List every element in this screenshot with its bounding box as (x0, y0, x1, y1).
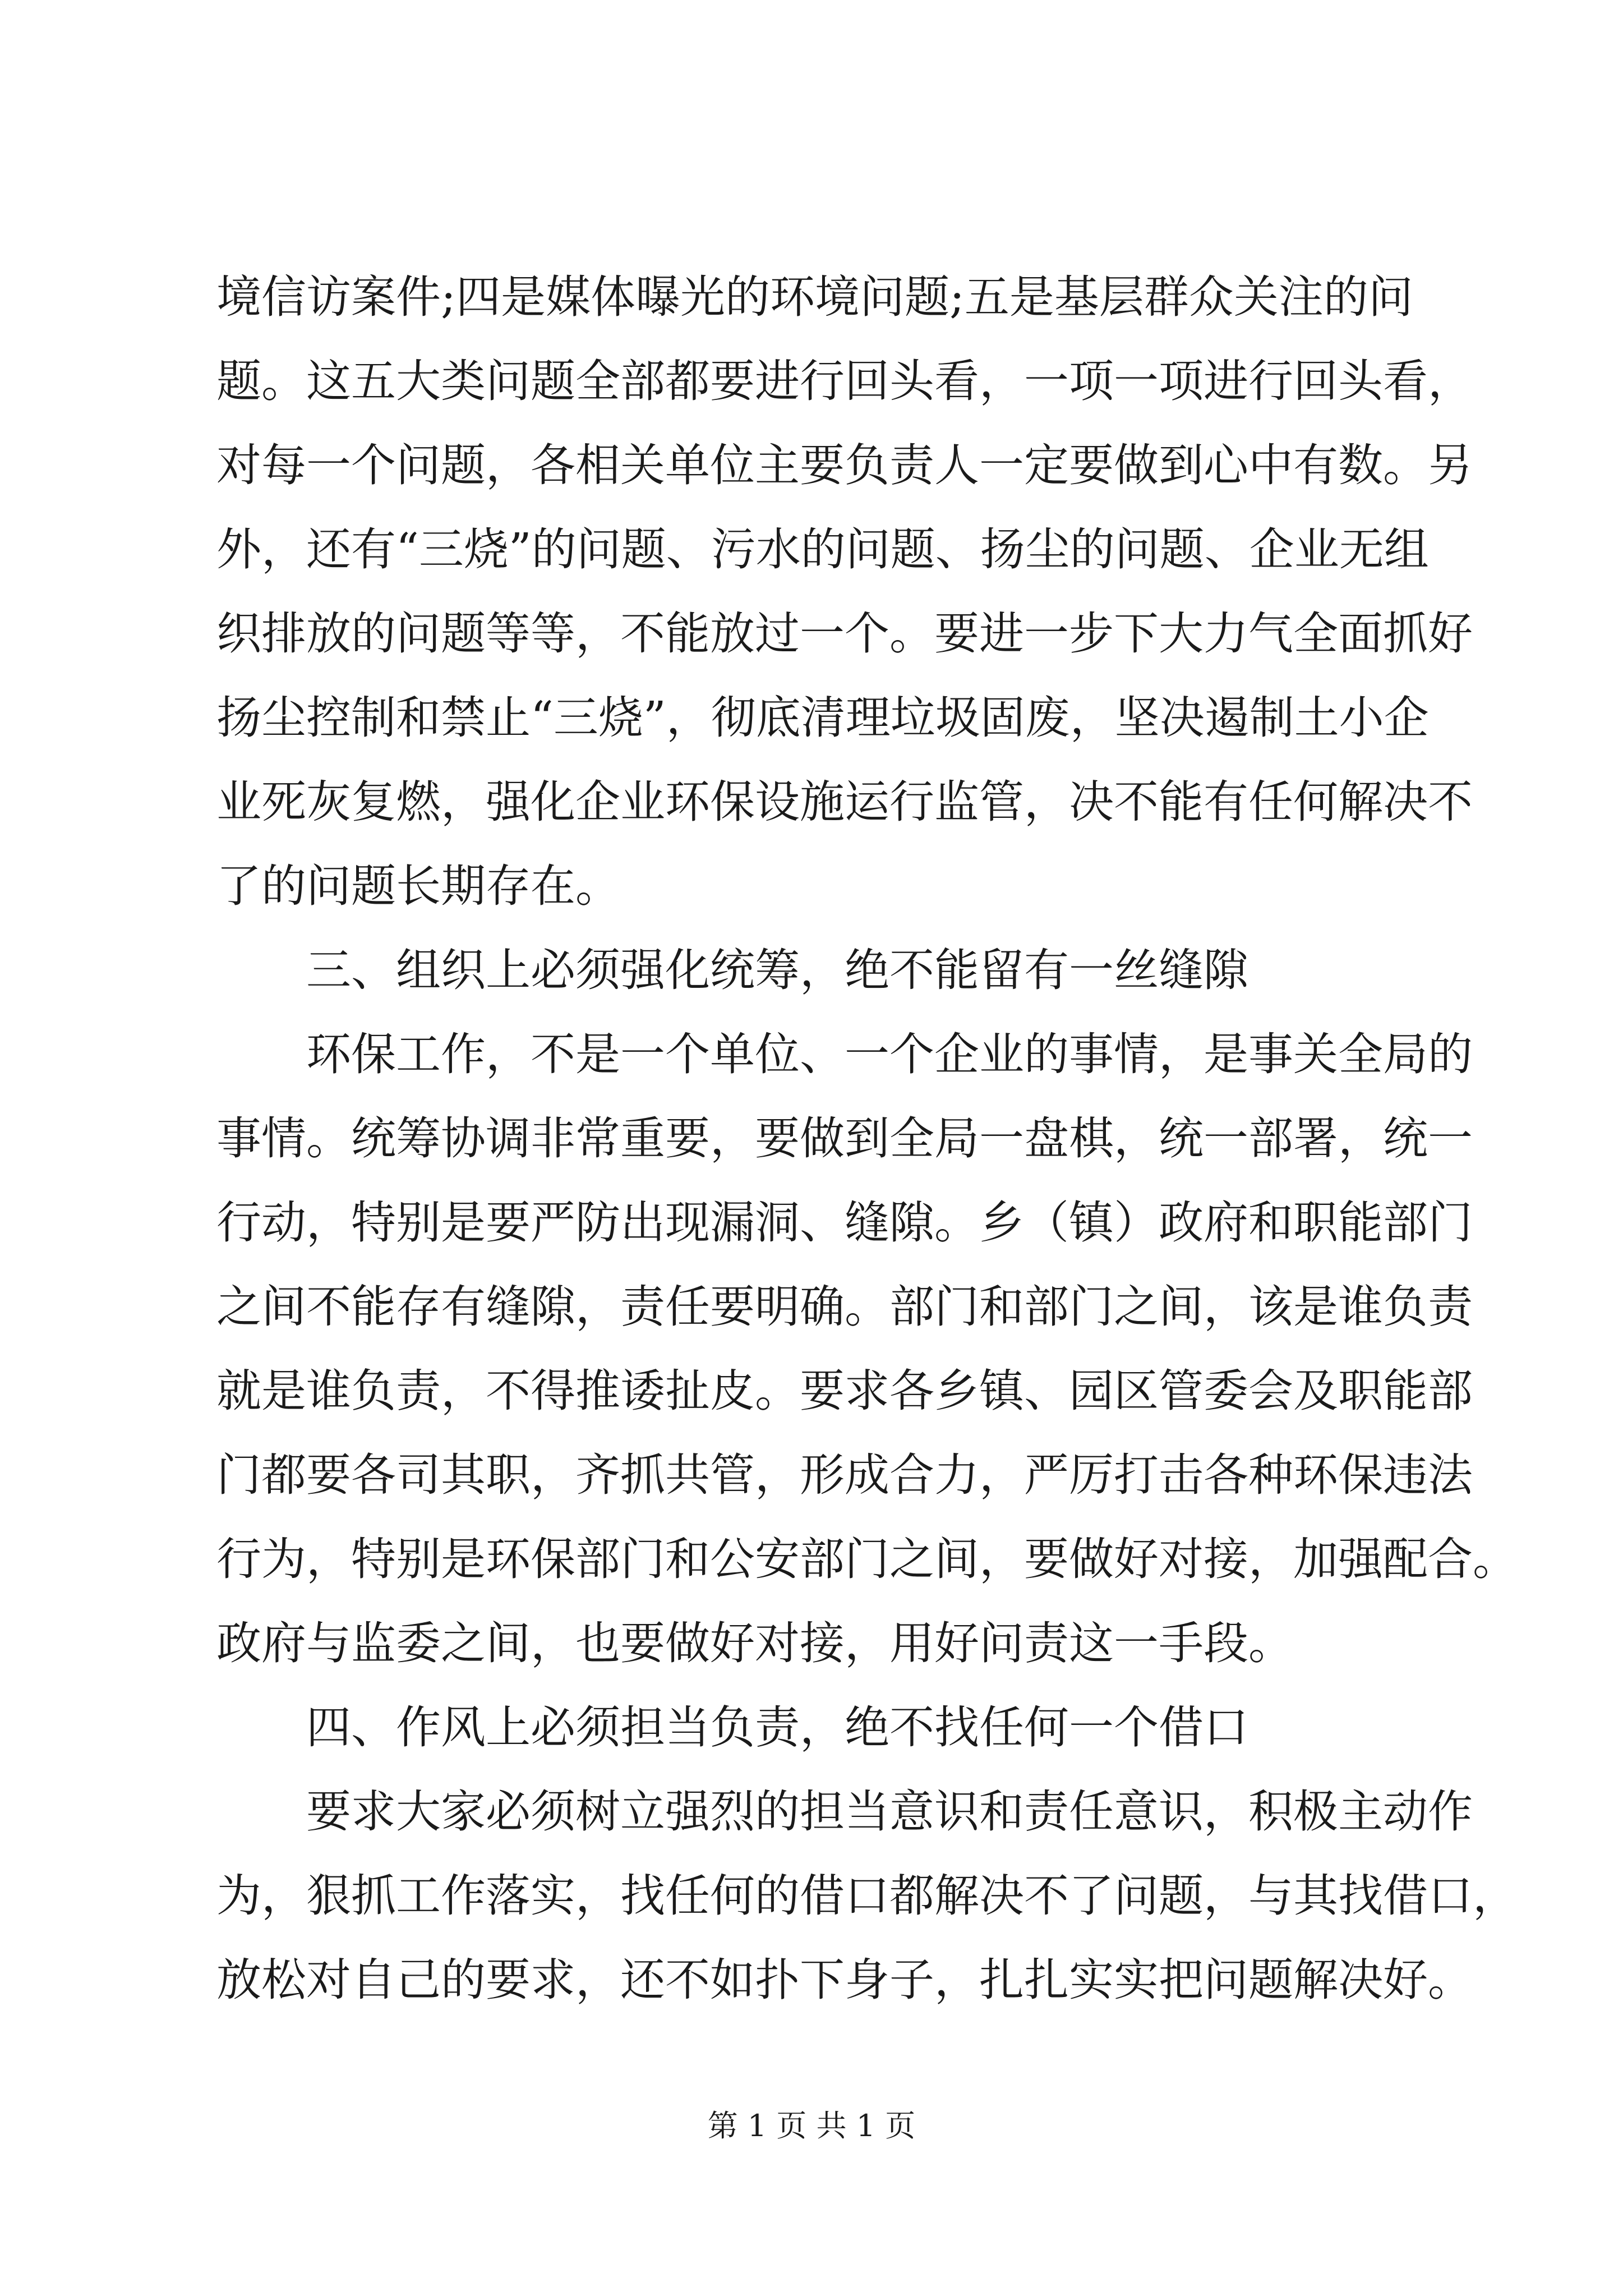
section-heading: 三、组织上必须强化统筹，绝不能留有一丝缝隙 (306, 944, 1248, 996)
body-line: 织排放的问题等等，不能放过一个。要进一步下大力气全面抓好 (216, 608, 1473, 660)
body-line: 行动，特别是要严防出现漏洞、缝隙。乡（镇）政府和职能部门 (216, 1197, 1473, 1249)
body-line: 了的问题长期存在。 (216, 860, 620, 912)
body-line: 业死灰复燃，强化企业环保设施运行监管，决不能有任何解决不 (216, 776, 1473, 828)
body-line: 境信访案件;四是媒体曝光的环境问题;五是基层群众关注的问 (216, 271, 1413, 323)
body-line: 行为，特别是环保部门和公安部门之间，要做好对接，加强配合。 (216, 1533, 1518, 1585)
body-line: 题。这五大类问题全部都要进行回头看，一项一项进行回头看， (216, 355, 1473, 407)
body-line: 之间不能存有缝隙，责任要明确。部门和部门之间，该是谁负责 (216, 1281, 1473, 1333)
body-line: 对每一个问题，各相关单位主要负责人一定要做到心中有数。另 (216, 439, 1473, 491)
body-line: 扬尘控制和禁止“三烧”，彻底清理垃圾固废，坚决遏制土小企 (216, 692, 1429, 744)
body-line: 放松对自己的要求，还不如扑下身子，扎扎实实把问题解决好。 (216, 1954, 1473, 2006)
paragraph-first-line: 要求大家必须树立强烈的担当意识和责任意识，积极主动作 (306, 1786, 1473, 1838)
page-footer: 第 1 页 共 1 页 (707, 2108, 916, 2143)
paragraph-first-line: 环保工作，不是一个单位、一个企业的事情，是事关全局的 (306, 1028, 1473, 1080)
body-line: 就是谁负责，不得推诿扯皮。要求各乡镇、园区管委会及职能部 (216, 1365, 1473, 1417)
body-line: 为，狠抓工作落实，找任何的借口都解决不了问题，与其找借口， (216, 1870, 1518, 1922)
section-heading: 四、作风上必须担当负责，绝不找任何一个借口 (306, 1701, 1248, 1754)
body-line: 门都要各司其职，齐抓共管，形成合力，严厉打击各种环保违法 (216, 1449, 1473, 1501)
body-line: 政府与监委之间，也要做好对接，用好问责这一手段。 (216, 1617, 1293, 1669)
body-line: 外，还有“三烧”的问题、污水的问题、扬尘的问题、企业无组 (216, 523, 1429, 576)
body-line: 事情。统筹协调非常重要，要做到全局一盘棋，统一部署，统一 (216, 1112, 1473, 1165)
